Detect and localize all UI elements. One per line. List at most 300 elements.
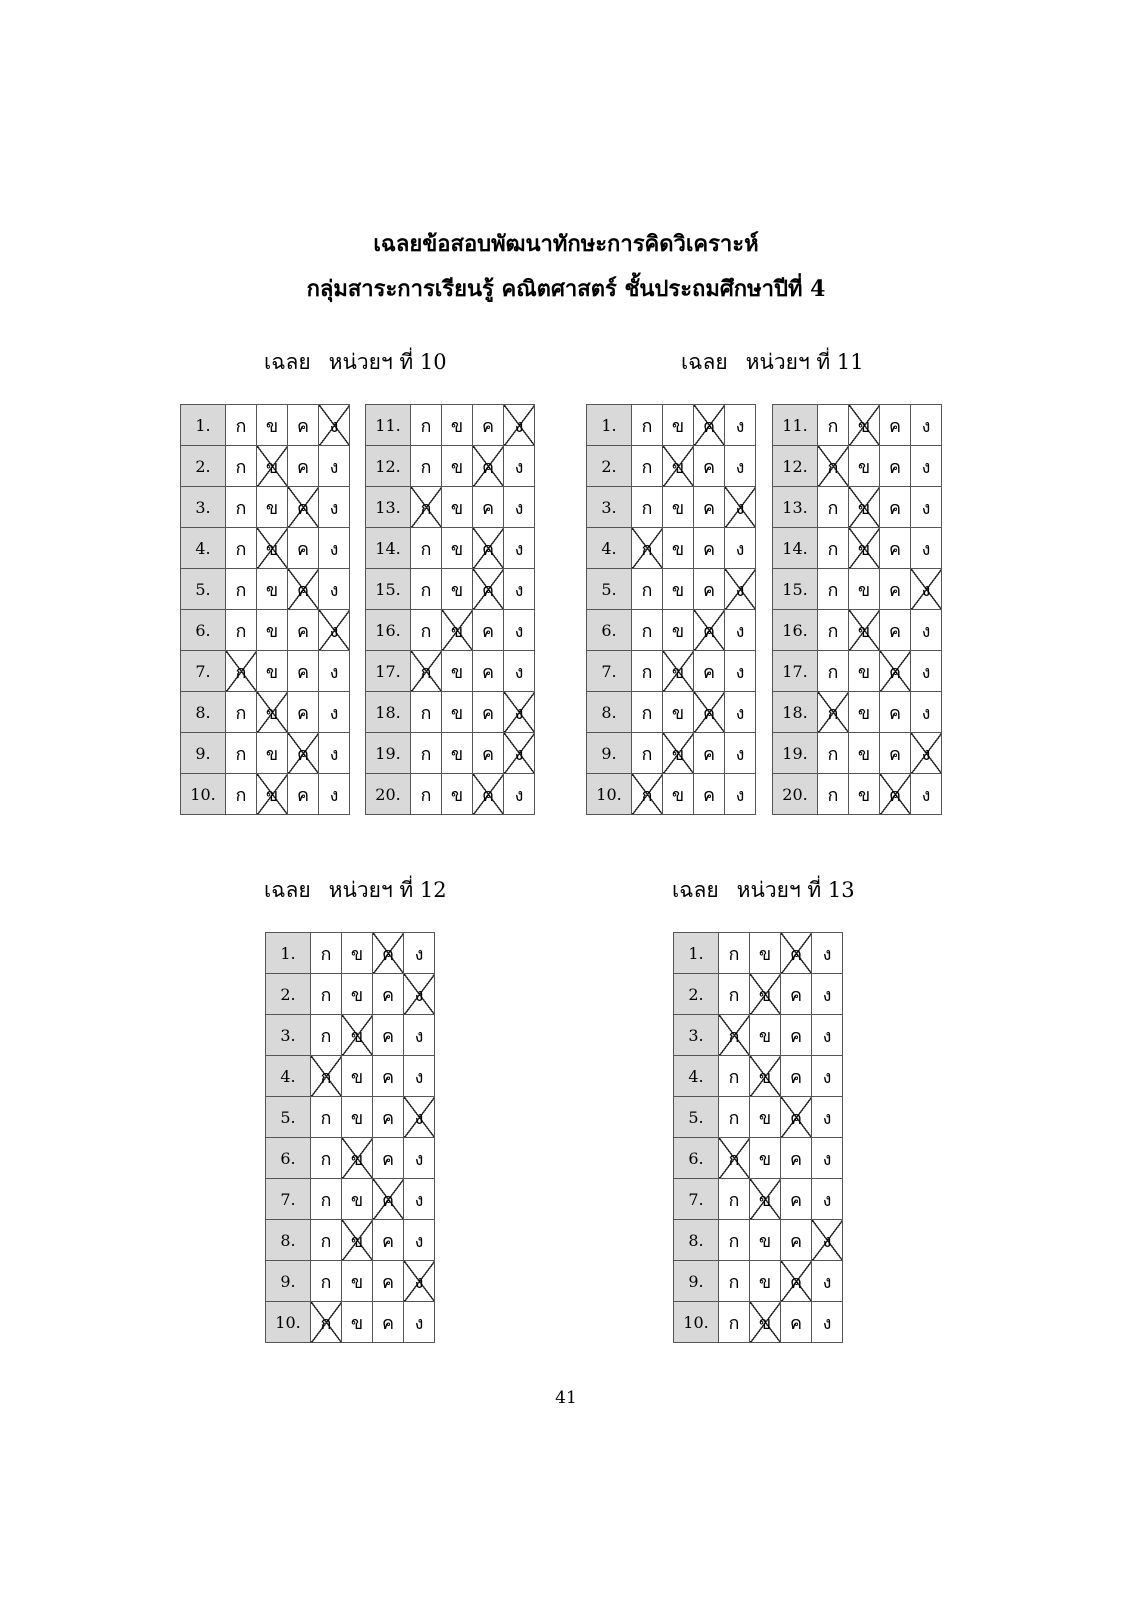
answer-option: ก bbox=[311, 1220, 342, 1261]
answer-option-marked: ง bbox=[504, 733, 535, 774]
answer-row bbox=[181, 528, 350, 569]
question-number: 9. bbox=[587, 733, 632, 774]
answer-option: ก bbox=[818, 405, 849, 446]
answer-row bbox=[773, 692, 942, 733]
answer-row bbox=[181, 569, 350, 610]
answer-table bbox=[265, 932, 435, 1343]
answer-option: ก bbox=[226, 569, 257, 610]
question-number: 5. bbox=[266, 1097, 311, 1138]
answer-option-marked: ค bbox=[288, 487, 319, 528]
answer-option: ค bbox=[781, 974, 812, 1015]
answer-option-marked: ก bbox=[311, 1056, 342, 1097]
question-number: 6. bbox=[674, 1138, 719, 1179]
answer-row bbox=[773, 569, 942, 610]
answer-option: ข bbox=[750, 1220, 781, 1261]
answer-option: ก bbox=[226, 528, 257, 569]
answer-option-marked: ก bbox=[226, 651, 257, 692]
question-number: 13. bbox=[773, 487, 818, 528]
answer-option: ค bbox=[781, 1015, 812, 1056]
answer-option-marked: ค bbox=[288, 733, 319, 774]
answer-option: ค bbox=[288, 610, 319, 651]
answer-row bbox=[181, 774, 350, 815]
answer-row bbox=[266, 1261, 435, 1302]
answer-option-marked: ง bbox=[911, 569, 942, 610]
answer-option: ง bbox=[504, 569, 535, 610]
answer-row bbox=[773, 487, 942, 528]
question-number: 10. bbox=[181, 774, 226, 815]
answer-option-marked: ง bbox=[725, 569, 756, 610]
answer-option: ค bbox=[473, 610, 504, 651]
document-subtitle: กลุ่มสาระการเรียนรู้ คณิตศาสตร์ ชั้นประถมศึกษาปีที่ 4 bbox=[306, 276, 826, 302]
answer-option: ค bbox=[473, 487, 504, 528]
answer-option: ข bbox=[442, 446, 473, 487]
answer-row bbox=[366, 446, 535, 487]
answer-option: ข bbox=[442, 528, 473, 569]
answer-option: ค bbox=[373, 1015, 404, 1056]
answer-option-marked: ง bbox=[404, 974, 435, 1015]
answer-option: ง bbox=[725, 405, 756, 446]
answer-option: ค bbox=[373, 1097, 404, 1138]
answer-option: ก bbox=[411, 733, 442, 774]
answer-row bbox=[587, 692, 756, 733]
answer-option-marked: ค bbox=[694, 692, 725, 733]
answer-option: ข bbox=[257, 487, 288, 528]
answer-option-marked: ข bbox=[257, 446, 288, 487]
answer-option: ก bbox=[226, 774, 257, 815]
answer-option: ก bbox=[311, 974, 342, 1015]
answer-option-marked: ก bbox=[818, 692, 849, 733]
answer-option: ข bbox=[342, 1302, 373, 1343]
question-number: 3. bbox=[674, 1015, 719, 1056]
answer-row bbox=[587, 651, 756, 692]
question-number: 4. bbox=[674, 1056, 719, 1097]
answer-option-marked: ก bbox=[411, 651, 442, 692]
answer-option: ก bbox=[411, 610, 442, 651]
answer-table bbox=[365, 404, 535, 815]
answer-option: ง bbox=[319, 487, 350, 528]
answer-option: ค bbox=[373, 974, 404, 1015]
answer-option: ข bbox=[342, 933, 373, 974]
answer-option: ข bbox=[849, 692, 880, 733]
unit-heading bbox=[264, 346, 447, 379]
answer-option: ค bbox=[288, 692, 319, 733]
answer-option-marked: ข bbox=[663, 651, 694, 692]
answer-option: ง bbox=[319, 446, 350, 487]
unit-heading bbox=[681, 346, 864, 379]
answer-option-marked: ก bbox=[632, 774, 663, 815]
answer-option: ข bbox=[849, 733, 880, 774]
answer-row bbox=[773, 405, 942, 446]
answer-row bbox=[587, 487, 756, 528]
question-number: 1. bbox=[266, 933, 311, 974]
answer-option: ค bbox=[694, 569, 725, 610]
answer-table bbox=[180, 404, 350, 815]
answer-option: ข bbox=[342, 974, 373, 1015]
question-number: 8. bbox=[674, 1220, 719, 1261]
unit-name: หน่วยฯ ที่ 13 bbox=[736, 878, 855, 902]
answer-option: ก bbox=[719, 1179, 750, 1220]
answer-option: ก bbox=[632, 733, 663, 774]
unit-label: เฉลย bbox=[264, 878, 311, 902]
unit-name: หน่วยฯ ที่ 10 bbox=[328, 350, 447, 374]
answer-option: ก bbox=[411, 569, 442, 610]
answer-row bbox=[674, 1220, 843, 1261]
unit-name: หน่วยฯ ที่ 12 bbox=[328, 878, 447, 902]
question-number: 7. bbox=[266, 1179, 311, 1220]
answer-option: ก bbox=[818, 487, 849, 528]
question-number: 7. bbox=[181, 651, 226, 692]
answer-row bbox=[674, 1302, 843, 1343]
answer-option: ค bbox=[781, 1056, 812, 1097]
answer-option: ก bbox=[226, 405, 257, 446]
answer-option-marked: ค bbox=[694, 405, 725, 446]
answer-row bbox=[773, 446, 942, 487]
answer-row bbox=[266, 1056, 435, 1097]
answer-option: ง bbox=[812, 1015, 843, 1056]
answer-option: ค bbox=[373, 1138, 404, 1179]
answer-option: ค bbox=[373, 1261, 404, 1302]
answer-row bbox=[181, 405, 350, 446]
answer-option: ก bbox=[311, 1015, 342, 1056]
question-number: 20. bbox=[773, 774, 818, 815]
answer-option: ข bbox=[750, 1138, 781, 1179]
answer-row bbox=[674, 1179, 843, 1220]
answer-option: ค bbox=[473, 651, 504, 692]
answer-option: ข bbox=[663, 569, 694, 610]
question-number: 1. bbox=[587, 405, 632, 446]
answer-option: ง bbox=[404, 1302, 435, 1343]
answer-option: ค bbox=[694, 487, 725, 528]
answer-option: ก bbox=[632, 651, 663, 692]
answer-option-marked: ค bbox=[694, 610, 725, 651]
question-number: 12. bbox=[366, 446, 411, 487]
answer-option-marked: ค bbox=[781, 1097, 812, 1138]
answer-row bbox=[773, 610, 942, 651]
answer-option: ค bbox=[473, 733, 504, 774]
answer-option: ง bbox=[504, 610, 535, 651]
answer-option: ค bbox=[473, 405, 504, 446]
answer-table bbox=[772, 404, 942, 815]
answer-option-marked: ข bbox=[663, 733, 694, 774]
answer-option: ค bbox=[288, 774, 319, 815]
answer-row bbox=[266, 1220, 435, 1261]
answer-option: ง bbox=[319, 733, 350, 774]
answer-option: ค bbox=[694, 651, 725, 692]
answer-option: ง bbox=[404, 1220, 435, 1261]
answer-option: ง bbox=[504, 528, 535, 569]
answer-option-marked: ง bbox=[911, 733, 942, 774]
answer-option: ง bbox=[812, 1056, 843, 1097]
answer-option: ง bbox=[812, 933, 843, 974]
answer-row bbox=[587, 610, 756, 651]
answer-option: ง bbox=[725, 651, 756, 692]
answer-option: ง bbox=[404, 933, 435, 974]
question-number: 18. bbox=[773, 692, 818, 733]
answer-option: ข bbox=[342, 1056, 373, 1097]
answer-option-marked: ข bbox=[849, 610, 880, 651]
answer-option-marked: ข bbox=[849, 405, 880, 446]
answer-option-marked: ง bbox=[319, 405, 350, 446]
answer-option: ง bbox=[911, 651, 942, 692]
answer-option: ก bbox=[818, 610, 849, 651]
answer-option: ก bbox=[411, 446, 442, 487]
answer-option: ง bbox=[911, 528, 942, 569]
answer-option: ก bbox=[311, 1097, 342, 1138]
question-number: 6. bbox=[587, 610, 632, 651]
answer-option-marked: ค bbox=[473, 774, 504, 815]
question-number: 3. bbox=[587, 487, 632, 528]
question-number: 14. bbox=[773, 528, 818, 569]
answer-option: ง bbox=[812, 1138, 843, 1179]
answer-option: ข bbox=[442, 651, 473, 692]
answer-option: ค bbox=[880, 692, 911, 733]
answer-option-marked: ก bbox=[818, 446, 849, 487]
answer-option-marked: ข bbox=[849, 487, 880, 528]
answer-option: ข bbox=[257, 405, 288, 446]
answer-option: ง bbox=[725, 733, 756, 774]
answer-option: ก bbox=[411, 774, 442, 815]
answer-row bbox=[773, 528, 942, 569]
answer-option-marked: ง bbox=[725, 487, 756, 528]
answer-table bbox=[673, 932, 843, 1343]
answer-option: ค bbox=[288, 651, 319, 692]
answer-option: ง bbox=[504, 651, 535, 692]
answer-option: ง bbox=[319, 774, 350, 815]
answer-option: ข bbox=[663, 405, 694, 446]
answer-row bbox=[366, 651, 535, 692]
answer-option: ก bbox=[818, 651, 849, 692]
answer-option: ข bbox=[257, 610, 288, 651]
answer-option-marked: ข bbox=[257, 528, 288, 569]
unit-label: เฉลย bbox=[672, 878, 719, 902]
answer-row bbox=[181, 651, 350, 692]
answer-option: ก bbox=[311, 933, 342, 974]
answer-option: ง bbox=[911, 610, 942, 651]
answer-option: ง bbox=[812, 1097, 843, 1138]
answer-row bbox=[587, 528, 756, 569]
question-number: 1. bbox=[674, 933, 719, 974]
answer-option: ก bbox=[818, 528, 849, 569]
answer-option-marked: ก bbox=[311, 1302, 342, 1343]
answer-option: ข bbox=[663, 774, 694, 815]
answer-option: ก bbox=[411, 528, 442, 569]
question-number: 11. bbox=[773, 405, 818, 446]
answer-option: ก bbox=[311, 1138, 342, 1179]
answer-option: ค bbox=[880, 487, 911, 528]
question-number: 16. bbox=[773, 610, 818, 651]
answer-option: ก bbox=[226, 446, 257, 487]
question-number: 19. bbox=[366, 733, 411, 774]
answer-option: ค bbox=[288, 405, 319, 446]
answer-row bbox=[773, 733, 942, 774]
answer-row bbox=[181, 692, 350, 733]
question-number: 7. bbox=[587, 651, 632, 692]
answer-row bbox=[366, 692, 535, 733]
answer-option-marked: ก bbox=[719, 1015, 750, 1056]
answer-option: ข bbox=[257, 733, 288, 774]
answer-row bbox=[366, 610, 535, 651]
answer-option: ค bbox=[473, 692, 504, 733]
answer-option: ก bbox=[632, 569, 663, 610]
answer-option-marked: ง bbox=[812, 1220, 843, 1261]
question-number: 6. bbox=[181, 610, 226, 651]
answer-option-marked: ค bbox=[473, 446, 504, 487]
answer-row bbox=[266, 1015, 435, 1056]
answer-option: ค bbox=[694, 446, 725, 487]
answer-option: ข bbox=[342, 1179, 373, 1220]
answer-option: ค bbox=[880, 446, 911, 487]
answer-row bbox=[674, 933, 843, 974]
answer-option: ก bbox=[311, 1179, 342, 1220]
answer-option: ข bbox=[663, 610, 694, 651]
question-number: 7. bbox=[674, 1179, 719, 1220]
answer-option-marked: ข bbox=[750, 1056, 781, 1097]
answer-option: ง bbox=[319, 528, 350, 569]
answer-option: ง bbox=[911, 487, 942, 528]
question-number: 10. bbox=[266, 1302, 311, 1343]
question-number: 15. bbox=[366, 569, 411, 610]
answer-option: ง bbox=[319, 569, 350, 610]
unit-heading bbox=[672, 874, 855, 907]
question-number: 4. bbox=[587, 528, 632, 569]
answer-option: ก bbox=[632, 405, 663, 446]
answer-option: ก bbox=[818, 569, 849, 610]
answer-option: ก bbox=[632, 610, 663, 651]
answer-option: ค bbox=[880, 405, 911, 446]
answer-row bbox=[181, 733, 350, 774]
answer-option: ก bbox=[719, 1097, 750, 1138]
answer-row bbox=[674, 1261, 843, 1302]
answer-option: ง bbox=[725, 528, 756, 569]
question-number: 3. bbox=[266, 1015, 311, 1056]
question-number: 6. bbox=[266, 1138, 311, 1179]
answer-row bbox=[674, 1056, 843, 1097]
answer-option: ง bbox=[404, 1138, 435, 1179]
answer-option: ค bbox=[694, 528, 725, 569]
answer-option: ง bbox=[911, 446, 942, 487]
answer-option-marked: ข bbox=[342, 1138, 373, 1179]
answer-row bbox=[773, 774, 942, 815]
answer-option: ก bbox=[719, 1220, 750, 1261]
question-number: 2. bbox=[181, 446, 226, 487]
question-number: 9. bbox=[674, 1261, 719, 1302]
answer-row bbox=[587, 774, 756, 815]
answer-option: ข bbox=[663, 528, 694, 569]
answer-option: ก bbox=[719, 1302, 750, 1343]
answer-option: ข bbox=[750, 933, 781, 974]
answer-option: ง bbox=[911, 405, 942, 446]
question-number: 2. bbox=[587, 446, 632, 487]
answer-option: ง bbox=[812, 1302, 843, 1343]
answer-option: ก bbox=[632, 692, 663, 733]
answer-option: ค bbox=[781, 1302, 812, 1343]
answer-option: ข bbox=[342, 1261, 373, 1302]
answer-row bbox=[366, 774, 535, 815]
question-number: 9. bbox=[266, 1261, 311, 1302]
answer-row bbox=[181, 487, 350, 528]
answer-option: ก bbox=[226, 733, 257, 774]
unit-label: เฉลย bbox=[264, 350, 311, 374]
question-number: 1. bbox=[181, 405, 226, 446]
answer-option: ค bbox=[781, 1179, 812, 1220]
answer-option-marked: ค bbox=[880, 774, 911, 815]
answer-row bbox=[674, 974, 843, 1015]
answer-row bbox=[181, 446, 350, 487]
answer-option: ข bbox=[750, 1261, 781, 1302]
question-number: 8. bbox=[181, 692, 226, 733]
answer-option: ก bbox=[226, 487, 257, 528]
answer-option: ง bbox=[812, 1261, 843, 1302]
answer-option: ค bbox=[373, 1056, 404, 1097]
answer-option: ง bbox=[504, 487, 535, 528]
answer-option: ก bbox=[226, 610, 257, 651]
answer-option: ง bbox=[504, 446, 535, 487]
answer-option: ข bbox=[849, 446, 880, 487]
answer-option: ข bbox=[257, 651, 288, 692]
answer-option-marked: ข bbox=[257, 692, 288, 733]
question-number: 4. bbox=[181, 528, 226, 569]
answer-row bbox=[587, 733, 756, 774]
answer-option: ง bbox=[404, 1015, 435, 1056]
answer-option: ข bbox=[442, 692, 473, 733]
question-number: 18. bbox=[366, 692, 411, 733]
answer-option: ข bbox=[750, 1015, 781, 1056]
answer-option: ง bbox=[725, 774, 756, 815]
answer-row bbox=[366, 528, 535, 569]
answer-option: ค bbox=[880, 569, 911, 610]
answer-option: ง bbox=[911, 692, 942, 733]
answer-row bbox=[587, 446, 756, 487]
unit-name: หน่วยฯ ที่ 11 bbox=[745, 350, 864, 374]
question-number: 14. bbox=[366, 528, 411, 569]
answer-option-marked: ค bbox=[288, 569, 319, 610]
answer-row bbox=[587, 405, 756, 446]
answer-option: ง bbox=[404, 1179, 435, 1220]
answer-row bbox=[587, 569, 756, 610]
answer-option: ง bbox=[812, 1179, 843, 1220]
answer-option: ค bbox=[373, 1302, 404, 1343]
answer-option: ก bbox=[818, 733, 849, 774]
answer-option: ข bbox=[663, 692, 694, 733]
answer-option: ง bbox=[319, 692, 350, 733]
question-number: 8. bbox=[266, 1220, 311, 1261]
answer-row bbox=[674, 1097, 843, 1138]
question-number: 9. bbox=[181, 733, 226, 774]
answer-option-marked: ค bbox=[781, 933, 812, 974]
question-number: 2. bbox=[674, 974, 719, 1015]
answer-option: ง bbox=[319, 651, 350, 692]
answer-option: ข bbox=[849, 774, 880, 815]
answer-option: ข bbox=[849, 569, 880, 610]
answer-row bbox=[674, 1015, 843, 1056]
answer-option: ข bbox=[750, 1097, 781, 1138]
answer-option: ก bbox=[719, 1056, 750, 1097]
answer-option: ข bbox=[342, 1097, 373, 1138]
answer-option: ข bbox=[442, 405, 473, 446]
answer-option: ก bbox=[226, 692, 257, 733]
answer-option-marked: ค bbox=[373, 933, 404, 974]
answer-row bbox=[366, 405, 535, 446]
answer-option-marked: ง bbox=[319, 610, 350, 651]
answer-option: ง bbox=[812, 974, 843, 1015]
answer-option-marked: ข bbox=[342, 1220, 373, 1261]
question-number: 3. bbox=[181, 487, 226, 528]
question-number: 13. bbox=[366, 487, 411, 528]
answer-option: ข bbox=[257, 569, 288, 610]
answer-option-marked: ค bbox=[781, 1261, 812, 1302]
answer-option: ก bbox=[411, 405, 442, 446]
question-number: 10. bbox=[674, 1302, 719, 1343]
